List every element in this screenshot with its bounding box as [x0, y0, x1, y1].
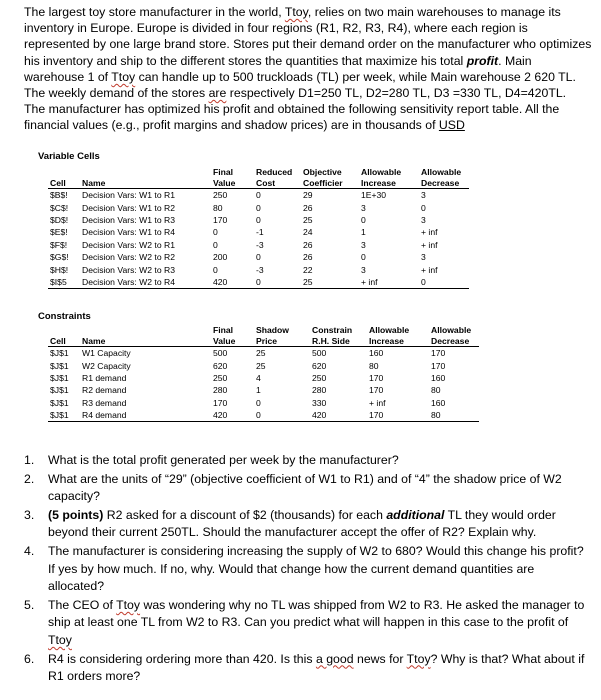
table-cell: 170: [369, 372, 384, 383]
table-cell: -3: [256, 264, 264, 275]
table-cell: 80: [369, 360, 379, 371]
table-row: [48, 251, 469, 263]
table-cell: 25: [301, 276, 359, 289]
table-cell: 0: [213, 239, 218, 250]
table-cell: 0: [421, 202, 426, 213]
table-cell: 160: [431, 397, 446, 408]
table-cell: 0: [256, 397, 261, 408]
table-cell: 0: [419, 276, 469, 289]
constraints-table: [48, 324, 479, 422]
table-cell: Allowable: [369, 324, 410, 335]
question-3: 3. (5 points) R2 asked for a discount of $2 (thousands) for each additional TL they would order beyond their current 250TL. Should the manufacturer accept the offer of R2? Explain why.: [24, 507, 556, 540]
table-cell: $J$1: [50, 372, 69, 383]
table-row: [48, 263, 469, 275]
table-cell: -3: [256, 239, 264, 250]
table-cell: Decrease: [429, 335, 479, 347]
table-header-row: [48, 324, 479, 335]
table-cell: 80: [429, 409, 479, 422]
table-cell: $E$!: [50, 227, 68, 238]
table-cell: Decision Vars: W2 to R2: [82, 252, 175, 263]
table-cell: 0: [213, 227, 218, 238]
table-cell: $G$!: [50, 252, 69, 263]
table-cell: 170: [431, 360, 446, 371]
table-cell: Cost: [254, 177, 301, 189]
variable-cells-table: [48, 166, 469, 289]
table-cell: + inf: [421, 227, 438, 238]
table-cell: + inf: [421, 264, 438, 275]
table-cell: 420: [310, 409, 367, 422]
table-cell: $B$!: [50, 190, 68, 201]
table-cell: 26: [303, 202, 313, 213]
table-cell: Decision Vars: W1 to R1: [82, 190, 175, 201]
table-cell: 0: [213, 264, 218, 275]
table-cell: Price: [254, 335, 310, 347]
table-cell: Increase: [367, 335, 429, 347]
table-cell: $J$1: [50, 385, 69, 396]
table-cell: R2 demand: [82, 385, 127, 396]
table-cell: 160: [369, 348, 384, 359]
table-cell: 0: [256, 190, 261, 201]
question-2: 2. What are the units of “29” (objective coefficient of W1 to R1) and of “4” the shadow price of W2 capacity?: [24, 471, 562, 504]
table-row: [48, 276, 469, 289]
table-cell: + inf: [421, 239, 438, 250]
table-cell: 620: [312, 360, 327, 371]
table-header-row: [48, 177, 469, 189]
table-cell: R.H. Side: [310, 335, 367, 347]
question-1: 1. What is the total profit generated per week by the manufacturer?: [24, 453, 399, 467]
table-cell: 29: [303, 190, 313, 201]
table-cell: 250: [213, 372, 228, 383]
table-cell: 4: [256, 372, 261, 383]
company-name: Ttoy: [284, 5, 308, 19]
table-cell: 25: [303, 214, 313, 225]
table-cell: 3: [361, 239, 366, 250]
table-cell: 420: [211, 409, 254, 422]
table-cell: W2 Capacity: [82, 360, 131, 371]
table-cell: Final: [213, 324, 234, 335]
table-cell: [80, 166, 211, 177]
table-cell: Increase: [359, 177, 419, 189]
table-cell: Allowable: [421, 166, 462, 177]
table-cell: Name: [80, 335, 211, 347]
table-cell: + inf: [369, 397, 386, 408]
intro-paragraph-2: The manufacturer has optimized his profit and obtained the following sensitivity report table. All the financial values (e.g., profit margins and shadow prices) are in thousands of USD: [24, 102, 560, 133]
table-cell: $J$1: [50, 348, 69, 359]
table-header-row: [48, 335, 479, 347]
table-cell: $F$!: [50, 239, 68, 250]
table-cell: Decision Vars: W2 to R3: [82, 264, 175, 275]
table-cell: Decrease: [419, 177, 469, 189]
table-row: [48, 409, 479, 422]
table-row: [48, 226, 469, 238]
table-cell: 250: [213, 190, 228, 201]
table-cell: 0: [254, 276, 301, 289]
table-row: [48, 397, 479, 409]
table-cell: 80: [213, 202, 223, 213]
table-cell: 420: [211, 276, 254, 289]
table-header-row: [48, 166, 469, 177]
table-cell: Name: [80, 177, 211, 189]
question-6: 6. R4 is considering ordering more than 420. Is this a good news for Ttoy? Why is that? What about if R1 orders more?: [24, 651, 585, 684]
table-cell: 500: [213, 348, 228, 359]
table-cell: 170: [431, 348, 446, 359]
table-cell: 80: [431, 385, 441, 396]
table-row: [48, 214, 469, 226]
table-row: [48, 384, 479, 396]
table-cell: Value: [211, 335, 254, 347]
table-cell: 0: [256, 252, 261, 263]
table-cell: Decision Vars: W2 to R4: [80, 276, 211, 289]
table-cell: 3: [361, 202, 366, 213]
table-cell: [48, 324, 80, 335]
table-cell: $J$1: [50, 360, 69, 371]
table-row: [48, 201, 469, 213]
question-5: 5. The CEO of Ttoy was wondering why no TL was shipped from W2 to R3. He asked the manager to ship at least one TL from W2 to R3. Can you predict what will happen in this case to the profit of Ttoy: [24, 597, 585, 647]
table-cell: 170: [369, 385, 384, 396]
table-cell: R1 demand: [82, 372, 127, 383]
table-cell: Value: [211, 177, 254, 189]
table-cell: $D$!: [50, 214, 69, 225]
constraints-title: Constraints: [38, 311, 91, 322]
table-cell: 3: [421, 190, 426, 201]
table-row: [48, 347, 479, 360]
table-cell: 280: [312, 385, 327, 396]
table-row: [48, 189, 469, 202]
table-cell: Shadow: [256, 324, 289, 335]
table-cell: 3: [421, 252, 426, 263]
variable-cells-title: Variable Cells: [38, 151, 100, 162]
intro-text: [24, 4, 594, 134]
table-cell: 1: [361, 227, 366, 238]
table-cell: 200: [213, 252, 228, 263]
table-cell: 330: [312, 397, 327, 408]
table-cell: 620: [213, 360, 228, 371]
table-cell: [48, 166, 80, 177]
table-cell: W1 Capacity: [82, 348, 131, 359]
table-cell: Decision Vars: W2 to R1: [82, 239, 175, 250]
table-cell: 500: [312, 348, 327, 359]
table-cell: [80, 324, 211, 335]
question-list: [24, 452, 592, 687]
table-cell: Decision Vars: W1 to R4: [82, 227, 175, 238]
table-cell: $C$!: [50, 202, 69, 213]
table-row: [48, 239, 469, 251]
table-cell: Allowable: [431, 324, 472, 335]
table-row: [48, 372, 479, 384]
table-cell: Objective: [303, 166, 342, 177]
table-cell: Final: [213, 166, 234, 177]
table-cell: 170: [367, 409, 429, 422]
table-cell: 170: [213, 214, 228, 225]
table-row: [48, 359, 479, 371]
table-cell: 22: [303, 264, 313, 275]
table-cell: 160: [431, 372, 446, 383]
table-cell: Allowable: [361, 166, 402, 177]
table-cell: 25: [256, 348, 266, 359]
table-cell: 0: [361, 214, 366, 225]
table-cell: 0: [256, 202, 261, 213]
table-cell: 24: [303, 227, 313, 238]
table-cell: Cell: [48, 335, 80, 347]
table-cell: 0: [361, 252, 366, 263]
table-cell: 280: [213, 385, 228, 396]
table-cell: 1: [256, 385, 261, 396]
table-cell: Cell: [48, 177, 80, 189]
table-cell: 3: [361, 264, 366, 275]
table-cell: Reduced: [256, 166, 293, 177]
table-cell: Coefficier: [301, 177, 359, 189]
table-cell: R4 demand: [80, 409, 211, 422]
intro-paragraph-1: The largest toy store manufacturer in the world, Ttoy, relies on two main warehouses to manage its inventory in Europe. Europe is divided in four regions (R1, R2, R3, R4), where each region is represented by one large brand store. Stores put their demand order on the manufacturer who optimizes his inventory and ship to the different stores the quantities that maximize his total profit. Main warehouse 1 of Ttoy can handle up to 500 truckloads (TL) per week, while Main warehouse 2 620 TL. The weekly demand of the stores are respectively D1=250 TL, D2=280 TL, D3 =330 TL, D4=420TL.: [24, 5, 592, 101]
table-cell: 25: [256, 360, 266, 371]
table-cell: 26: [303, 252, 313, 263]
table-cell: 3: [421, 214, 426, 225]
table-cell: Decision Vars: W1 to R3: [82, 214, 175, 225]
table-cell: $J$1: [48, 409, 80, 422]
table-cell: + inf: [359, 276, 419, 289]
table-cell: Constrain: [312, 324, 353, 335]
table-cell: 1E+30: [361, 190, 387, 201]
table-cell: 0: [256, 214, 261, 225]
table-cell: $H$!: [50, 264, 69, 275]
table-cell: R3 demand: [82, 397, 127, 408]
table-cell: 250: [312, 372, 327, 383]
table-cell: 26: [303, 239, 313, 250]
question-4: 4. The manufacturer is considering increasing the supply of W2 to 680? Would this change his profit? If yes by how much. If no, why. Would that change how the current demand quantities are allocated?: [24, 543, 584, 594]
table-cell: $I$5: [48, 276, 80, 289]
table-cell: 0: [254, 409, 310, 422]
table-cell: 170: [213, 397, 228, 408]
table-cell: $J$1: [50, 397, 69, 408]
table-cell: -1: [256, 227, 264, 238]
table-cell: Decision Vars: W1 to R2: [82, 202, 175, 213]
